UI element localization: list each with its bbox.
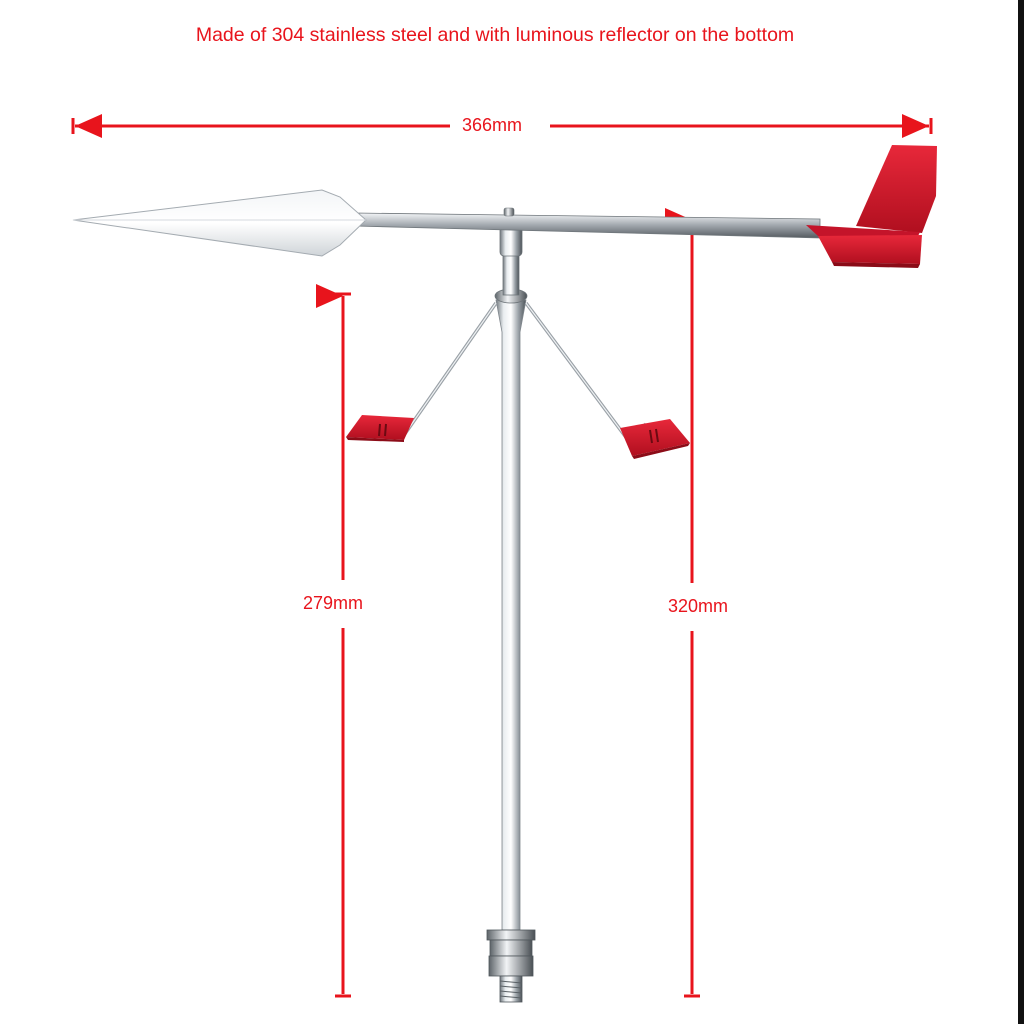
arrow-pointer bbox=[73, 190, 366, 256]
tail-fin bbox=[806, 145, 937, 268]
mounting-nut bbox=[487, 930, 535, 1002]
vertical-pole bbox=[495, 226, 527, 930]
right-reflector bbox=[620, 419, 690, 459]
width-dimension-label: 366mm bbox=[458, 113, 526, 137]
arm-height-dimension-label: 279mm bbox=[299, 591, 367, 615]
left-reflector bbox=[346, 415, 414, 442]
arm-height-dimension-line bbox=[335, 294, 351, 996]
horizontal-rod bbox=[355, 208, 820, 238]
right-wire-arm bbox=[526, 303, 646, 440]
total-height-dimension-label: 320mm bbox=[664, 594, 732, 618]
product-caption: Made of 304 stainless steel and with luminous reflector on the bottom bbox=[195, 24, 795, 46]
image-edge-border bbox=[1018, 0, 1024, 1024]
